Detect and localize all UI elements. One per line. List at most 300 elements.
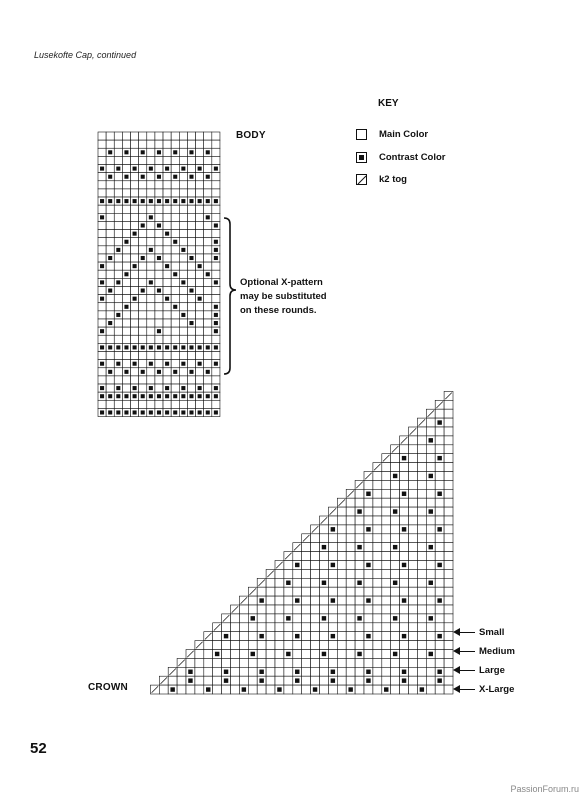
chart-cell <box>147 352 155 360</box>
contrast-stitch <box>181 410 185 414</box>
chart-cell <box>382 569 391 578</box>
chart-cell <box>131 246 139 254</box>
chart-cell <box>122 295 130 303</box>
chart-cell <box>196 132 204 140</box>
contrast-stitch <box>429 616 433 620</box>
chart-cell <box>355 605 364 614</box>
chart-cell <box>106 270 114 278</box>
chart-cell <box>444 614 453 623</box>
chart-cell <box>417 632 426 641</box>
chart-cell <box>98 303 106 311</box>
chart-cell <box>311 543 320 552</box>
chart-cell <box>284 632 293 641</box>
chart-cell <box>275 587 284 596</box>
chart-cell <box>355 525 364 534</box>
chart-cell <box>346 569 355 578</box>
chart-cell <box>139 352 147 360</box>
chart-cell <box>284 605 293 614</box>
chart-cell <box>171 205 179 213</box>
contrast-stitch <box>133 232 137 236</box>
chart-cell <box>435 658 444 667</box>
contrast-stitch <box>437 492 441 496</box>
chart-cell <box>435 498 444 507</box>
chart-cell <box>409 578 418 587</box>
chart-cell <box>417 650 426 659</box>
chart-cell <box>171 221 179 229</box>
chart-cell <box>204 278 212 286</box>
chart-cell <box>204 246 212 254</box>
contrast-stitch <box>124 240 128 244</box>
chart-cell <box>400 605 409 614</box>
chart-cell <box>444 463 453 472</box>
chart-cell <box>204 335 212 343</box>
chart-cell <box>346 534 355 543</box>
chart-cell <box>171 181 179 189</box>
chart-cell <box>114 376 122 384</box>
chart-cell <box>139 246 147 254</box>
chart-cell <box>163 132 171 140</box>
chart-cell <box>147 230 155 238</box>
chart-cell <box>364 507 373 516</box>
chart-cell <box>373 676 382 685</box>
contrast-stitch <box>189 345 193 349</box>
chart-cell <box>131 278 139 286</box>
chart-cell <box>364 569 373 578</box>
body-chart-label: BODY <box>236 130 266 141</box>
chart-cell <box>293 587 302 596</box>
contrast-stitch <box>100 199 104 203</box>
chart-cell <box>382 534 391 543</box>
chart-cell <box>139 384 147 392</box>
chart-cell <box>196 238 204 246</box>
chart-cell <box>400 587 409 596</box>
contrast-stitch <box>173 370 177 374</box>
chart-cell <box>131 213 139 221</box>
chart-cell <box>122 286 130 294</box>
chart-cell <box>417 480 426 489</box>
chart-cell <box>248 676 257 685</box>
contrast-stitch <box>402 678 406 682</box>
chart-cell <box>444 561 453 570</box>
chart-cell <box>417 676 426 685</box>
chart-cell <box>155 295 163 303</box>
chart-cell <box>302 543 311 552</box>
chart-cell <box>187 213 195 221</box>
contrast-stitch <box>224 678 228 682</box>
chart-cell <box>275 650 284 659</box>
chart-cell <box>139 213 147 221</box>
chart-cell <box>177 667 186 676</box>
contrast-stitch <box>366 634 370 638</box>
chart-cell <box>98 189 106 197</box>
contrast-stitch <box>124 199 128 203</box>
chart-cell <box>444 507 453 516</box>
chart-cell <box>106 205 114 213</box>
contrast-stitch <box>108 256 112 260</box>
chart-cell <box>122 384 130 392</box>
chart-cell <box>373 641 382 650</box>
chart-cell <box>204 132 212 140</box>
chart-cell <box>171 254 179 262</box>
chart-cell <box>435 436 444 445</box>
chart-cell <box>98 376 106 384</box>
chart-cell <box>355 667 364 676</box>
contrast-stitch <box>206 345 210 349</box>
chart-cell <box>275 614 284 623</box>
chart-cell <box>106 238 114 246</box>
contrast-stitch <box>206 150 210 154</box>
chart-cell <box>444 676 453 685</box>
size-marker-medium <box>453 645 515 657</box>
chart-cell <box>122 376 130 384</box>
contrast-stitch <box>402 527 406 531</box>
chart-cell <box>444 605 453 614</box>
chart-cell <box>400 534 409 543</box>
chart-cell <box>444 427 453 436</box>
chart-cell <box>239 676 248 685</box>
chart-cell <box>400 569 409 578</box>
chart-cell <box>187 246 195 254</box>
chart-cell <box>98 311 106 319</box>
chart-cell <box>179 221 187 229</box>
chart-cell <box>409 454 418 463</box>
chart-cell <box>122 181 130 189</box>
chart-cell <box>114 156 122 164</box>
chart-cell <box>355 596 364 605</box>
chart-cell <box>337 641 346 650</box>
contrast-stitch <box>165 232 169 236</box>
chart-cell <box>364 534 373 543</box>
chart-cell <box>163 221 171 229</box>
chart-cell <box>171 335 179 343</box>
contrast-stitch <box>173 305 177 309</box>
chart-cell <box>147 148 155 156</box>
chart-cell <box>320 676 329 685</box>
chart-cell <box>114 319 122 327</box>
chart-cell <box>337 685 346 694</box>
chart-cell <box>444 569 453 578</box>
contrast-stitch <box>206 215 210 219</box>
chart-cell <box>382 498 391 507</box>
contrast-stitch <box>366 563 370 567</box>
chart-cell <box>155 213 163 221</box>
chart-cell <box>435 463 444 472</box>
chart-cell <box>163 140 171 148</box>
chart-cell <box>204 262 212 270</box>
chart-cell <box>275 632 284 641</box>
chart-cell <box>122 205 130 213</box>
chart-cell <box>114 286 122 294</box>
chart-cell <box>187 335 195 343</box>
chart-cell <box>444 480 453 489</box>
contrast-stitch <box>124 345 128 349</box>
contrast-stitch <box>181 280 185 284</box>
chart-cell <box>171 140 179 148</box>
crown-chart <box>150 391 453 694</box>
chart-cell <box>444 400 453 409</box>
chart-cell <box>435 534 444 543</box>
chart-cell <box>435 623 444 632</box>
contrast-stitch <box>141 345 145 349</box>
chart-cell <box>284 623 293 632</box>
chart-cell <box>204 376 212 384</box>
chart-cell <box>163 270 171 278</box>
contrast-stitch <box>124 150 128 154</box>
contrast-stitch <box>116 167 120 171</box>
contrast-stitch <box>173 345 177 349</box>
chart-cell <box>139 165 147 173</box>
chart-cell <box>417 641 426 650</box>
contrast-stitch <box>206 199 210 203</box>
chart-cell <box>311 658 320 667</box>
contrast-stitch <box>189 410 193 414</box>
chart-cell <box>275 676 284 685</box>
chart-cell <box>444 596 453 605</box>
chart-cell <box>187 181 195 189</box>
brace-icon <box>224 218 236 374</box>
chart-cell <box>196 189 204 197</box>
chart-cell <box>196 286 204 294</box>
chart-cell <box>409 525 418 534</box>
contrast-stitch <box>116 248 120 252</box>
chart-cell <box>320 561 329 570</box>
chart-cell <box>139 400 147 408</box>
chart-cell <box>257 587 266 596</box>
chart-cell <box>139 270 147 278</box>
chart-cell <box>409 445 418 454</box>
chart-cell <box>302 552 311 561</box>
chart-cell <box>293 614 302 623</box>
chart-cell <box>131 270 139 278</box>
chart-cell <box>417 454 426 463</box>
chart-cell <box>114 295 122 303</box>
contrast-stitch <box>165 264 169 268</box>
chart-cell <box>257 685 266 694</box>
chart-cell <box>204 650 213 659</box>
chart-cell <box>337 614 346 623</box>
chart-cell <box>106 295 114 303</box>
chart-cell <box>400 507 409 516</box>
contrast-stitch <box>181 199 185 203</box>
chart-cell <box>311 623 320 632</box>
chart-cell <box>179 335 187 343</box>
chart-cell <box>364 658 373 667</box>
contrast-stitch <box>313 687 317 691</box>
contrast-stitch <box>108 321 112 325</box>
chart-cell <box>293 552 302 561</box>
key-item-contrast-color <box>356 151 446 163</box>
chart-cell <box>187 205 195 213</box>
chart-cell <box>311 650 320 659</box>
chart-cell <box>417 623 426 632</box>
chart-cell <box>139 238 147 246</box>
chart-cell <box>179 148 187 156</box>
chart-cell <box>400 685 409 694</box>
chart-cell <box>212 286 220 294</box>
chart-cell <box>373 569 382 578</box>
contrast-stitch <box>198 167 202 171</box>
contrast-stitch <box>437 527 441 531</box>
chart-cell <box>139 156 147 164</box>
chart-cell <box>391 525 400 534</box>
chart-cell <box>435 507 444 516</box>
arrow-left-icon <box>453 684 475 694</box>
contrast-stitch <box>116 410 120 414</box>
chart-cell <box>382 516 391 525</box>
chart-cell <box>302 685 311 694</box>
contrast-stitch <box>322 545 326 549</box>
chart-cell <box>320 641 329 650</box>
chart-cell <box>106 400 114 408</box>
chart-cell <box>106 327 114 335</box>
contrast-stitch <box>322 652 326 656</box>
chart-cell <box>98 254 106 262</box>
contrast-stitch <box>402 492 406 496</box>
chart-cell <box>346 596 355 605</box>
chart-cell <box>163 254 171 262</box>
chart-cell <box>106 246 114 254</box>
contrast-stitch <box>198 394 202 398</box>
chart-cell <box>171 286 179 294</box>
chart-cell <box>328 578 337 587</box>
chart-cell <box>106 221 114 229</box>
chart-cell <box>147 311 155 319</box>
chart-cell <box>409 650 418 659</box>
chart-cell <box>122 221 130 229</box>
chart-cell <box>409 480 418 489</box>
chart-cell <box>382 605 391 614</box>
contrast-stitch <box>181 394 185 398</box>
chart-cell <box>337 507 346 516</box>
chart-cell <box>426 587 435 596</box>
chart-cell <box>400 463 409 472</box>
chart-cell <box>179 270 187 278</box>
chart-cell <box>179 189 187 197</box>
contrast-stitch <box>181 248 185 252</box>
chart-cell <box>177 685 186 694</box>
chart-cell <box>435 472 444 481</box>
chart-cell <box>177 676 186 685</box>
contrast-stitch <box>198 362 202 366</box>
chart-cell <box>346 525 355 534</box>
contrast-stitch <box>295 634 299 638</box>
chart-cell <box>355 641 364 650</box>
contrast-stitch <box>402 598 406 602</box>
chart-cell <box>320 569 329 578</box>
chart-cell <box>391 641 400 650</box>
chart-cell <box>212 181 220 189</box>
note-line: on these rounds. <box>240 305 317 316</box>
chart-cell <box>179 400 187 408</box>
chart-cell <box>122 360 130 368</box>
chart-cell <box>409 596 418 605</box>
chart-cell <box>311 614 320 623</box>
chart-cell <box>171 352 179 360</box>
contrast-stitch <box>157 329 161 333</box>
contrast-stitch <box>124 272 128 276</box>
chart-cell <box>131 148 139 156</box>
chart-cell <box>204 311 212 319</box>
chart-cell <box>131 205 139 213</box>
chart-cell <box>187 238 195 246</box>
chart-cell <box>171 132 179 140</box>
chart-cell <box>444 525 453 534</box>
chart-cell <box>382 525 391 534</box>
chart-cell <box>320 685 329 694</box>
chart-cell <box>391 658 400 667</box>
arrow-left-icon <box>453 665 475 675</box>
chart-cell <box>114 189 122 197</box>
chart-cell <box>417 552 426 561</box>
chart-cell <box>248 632 257 641</box>
chart-cell <box>147 262 155 270</box>
chart-cell <box>98 319 106 327</box>
chart-cell <box>275 596 284 605</box>
chart-cell <box>171 400 179 408</box>
chart-cell <box>435 605 444 614</box>
chart-cell <box>155 165 163 173</box>
contrast-stitch <box>420 687 424 691</box>
chart-cell <box>266 605 275 614</box>
contrast-stitch <box>286 652 290 656</box>
chart-cell <box>417 516 426 525</box>
chart-cell <box>435 587 444 596</box>
chart-cell <box>444 632 453 641</box>
chart-cell <box>302 658 311 667</box>
contrast-stitch <box>198 199 202 203</box>
contrast-stitch <box>116 362 120 366</box>
contrast-stitch <box>189 289 193 293</box>
chart-cell <box>122 327 130 335</box>
chart-cell <box>155 400 163 408</box>
contrast-stitch <box>224 670 228 674</box>
contrast-stitch <box>242 687 246 691</box>
chart-cell <box>187 278 195 286</box>
contrast-stitch <box>157 175 161 179</box>
chart-cell <box>204 286 212 294</box>
chart-cell <box>426 480 435 489</box>
chart-cell <box>147 295 155 303</box>
chart-cell <box>98 400 106 408</box>
chart-cell <box>444 445 453 454</box>
chart-cell <box>417 614 426 623</box>
chart-cell <box>114 140 122 148</box>
chart-cell <box>293 623 302 632</box>
chart-cell <box>382 578 391 587</box>
chart-cell <box>293 658 302 667</box>
contrast-stitch <box>133 394 137 398</box>
note-line: Optional X-pattern <box>240 277 323 288</box>
chart-cell <box>114 173 122 181</box>
chart-cell <box>179 181 187 189</box>
chart-cell <box>373 480 382 489</box>
chart-cell <box>391 623 400 632</box>
chart-cell <box>426 427 435 436</box>
contrast-stitch <box>188 678 192 682</box>
chart-cell <box>131 189 139 197</box>
contrast-stitch <box>157 345 161 349</box>
contrast-stitch <box>108 199 112 203</box>
chart-cell <box>204 181 212 189</box>
chart-cell <box>122 230 130 238</box>
chart-cell <box>131 319 139 327</box>
contrast-stitch <box>331 678 335 682</box>
contrast-stitch <box>206 272 210 276</box>
contrast-stitch <box>429 581 433 585</box>
chart-cell <box>275 605 284 614</box>
chart-cell <box>98 238 106 246</box>
chart-cell <box>213 641 222 650</box>
